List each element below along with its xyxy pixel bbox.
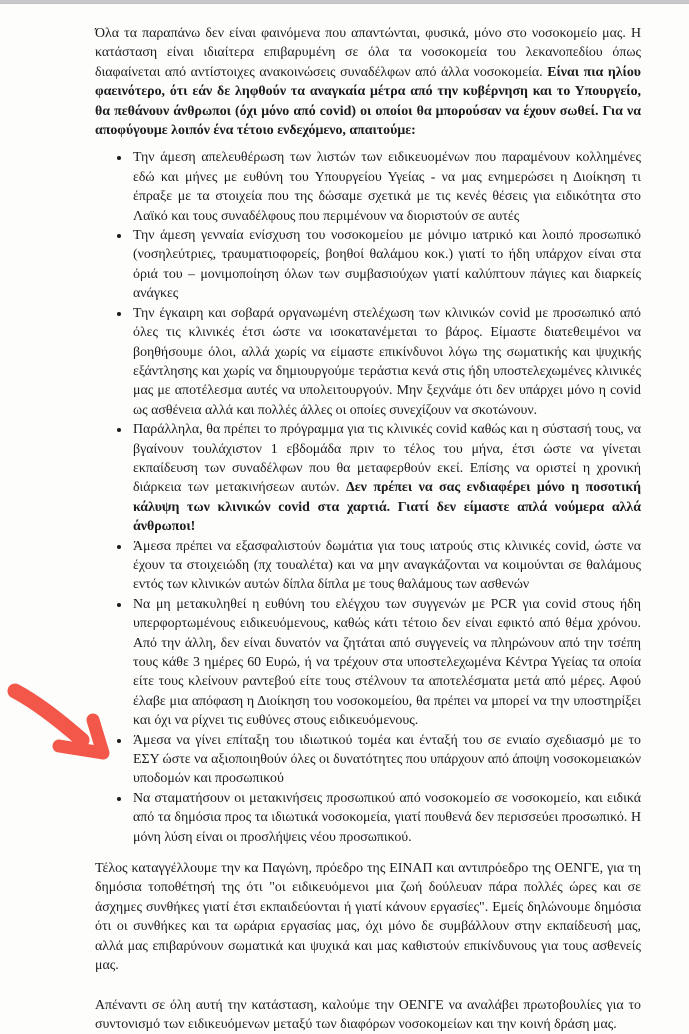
text-run: Παράλληλα, θα πρέπει το πρόγραμμα για τις κλινικές covid καθώς και η σύστασή τους, να βγαίνουν τουλάχιστον 1 εβδομάδα πριν το τέλος του μήνα, έτσι ώστε να γίνεται εκπαίδευση των συναδέλφων που θα μεταφερθούν εκεί. Επίσης να οριστεί η χρονική διάρκεια των μετακινήσεων αυτών. <box>133 422 641 495</box>
text-run: Άμεσα πρέπει να εξασφαλιστούν δωμάτια για τους ιατρούς στις κλινικές covid, ώστε να έχουν τα στοιχειώδη (πχ τουαλέτα) και να μην αναγκάζονται να κοιμούνται σε θαλάμους εντός των κλινικών αυτών δίπλα δίπλα με τους θαλάμους των ασθενών <box>133 539 641 593</box>
demand-bullet-item <box>131 304 641 420</box>
text-run: Την άμεση απελευθέρωση των λιστών των ειδικευομένων που παραμένουν κολλημένες εδώ και μήνες με ευθύνη του Υπουργείου Υγείας - να μας ενημερώσει η Διοίκηση τι έπραξε με τα στοιχεία που της δώσαμε σχετικά με τις κενές θέσεις για ειδικότητα στο Λαϊκό και τους συναδέλφους που περιμένουν να διοριστούν σε αυτές <box>133 150 641 223</box>
demand-bullet-item <box>131 148 641 226</box>
demand-bullet-item <box>131 226 641 304</box>
bold-text-run: Είναι πια ηλίου φαεινότερο, ότι εάν δε ληφθούν τα αναγκαία μέτρα από την κυβέρνηση και το Υπουργείο, θα πεθάνουν άνθρωποι (όχι μόνο από covid) οι οποίοι θα μπορούσαν να έχουν σωθεί. Για να αποφύγουμε λοιπόν ένα τέτοιο ενδεχόμενο, απαιτούμε: <box>95 65 641 138</box>
text-run: Όλα τα παραπάνω δεν είναι φαινόμενα που απαντώνται, φυσικά, μόνο στο νοσοκομείο μας. Η κατάσταση είναι ιδιαίτερα επιβαρυμένη σε όλα τα νοσοκομεία του λεκανοπεδίου όπως διαφαίνεται από αντίστοιχες ανακοινώσεις συναδέλφων από άλλα νοσοκομεία. <box>95 26 641 80</box>
bold-text-run: Δεν πρέπει να σας ενδιαφέρει μόνο η ποσοτική κάλυψη των κλινικών covid στα χαρτιά. Γιατί δεν είμαστε απλά νούμερα αλλά άνθρωποι! <box>133 480 641 534</box>
demand-bullet-item <box>131 731 641 789</box>
demand-bullet-item <box>131 595 641 731</box>
closing-paragraph-denouncement <box>95 859 641 975</box>
text-run: Τέλος καταγγέλλουμε την κα Παγώνη, πρόεδρο της ΕΙΝΑΠ και αντιπρόεδρο της ΟΕΝΓΕ, για τη δημόσια τοποθέτησή της ότι "οι ειδικευόμενοι μια ζωή δούλευαν πάρα πολλές ώρες και σε άσχημες συνθήκες γιατί έτσι εκπαιδεύονται ή γιατί κάνουν εργασίες". Εμείς δηλώνουμε δημόσια ότι οι συνθήκες και τα ωράρια εργασίας μας, όχι μόνο δε συμβάλλουν στην εκπαίδευσή μας, αλλά μας επιβαρύνουν σωματικά και ψυχικά και μας καθιστούν επικίνδυνους για τους ασθενείς μας. <box>95 861 641 973</box>
demand-bullet-item <box>131 420 641 536</box>
text-run: Άμεσα να γίνει επίταξη του ιδιωτικού τομέα και ένταξή του σε ενιαίο σχεδιασμό με το ΕΣΥ ώστε να αξιοποιηθούν όλες οι δυνατότητες που υπάρχουν από άποψη νοσοκομειακών υποδομών και προσωπικού <box>133 733 641 787</box>
demand-bullet-item <box>131 789 641 847</box>
closing-paragraph-call-to-action <box>95 996 641 1034</box>
document-body <box>0 4 689 1034</box>
text-run: Την έγκαιρη και σοβαρά οργανωμένη στελέχωση των κλινικών covid με προσωπικό από όλες τις κλινικές έτσι ώστε να ισοκατανέμεται το βάρος. Είμαστε διατεθειμένοι να βοηθήσουμε όλοι, αλλά χωρίς να είμαστε επικίνδυνοι λόγω της σωματικής και ψυχικής εξάντλησης και χωρίς να δημιουργούμε τεράστια κενά στις ήδη υποστελεχωμένες κλινικές μας με αποτέλεσμα αυτές να υπολειτουργούν. Μην ξεχνάμε ότι δεν υπάρχει μόνο η covid ως ασθένεια αλλά και πολλές άλλες οι οποίες συνεχίζουν να σκοτώνουν. <box>133 306 641 418</box>
text-run: Να μη μετακυληθεί η ευθύνη του ελέγχου των συγγενών με PCR για covid στους ήδη υπερφορτωμένους ειδικευόμενους, καθώς κάτι τέτοιο δεν είναι εφικτό από θέμα χρόνου. Από την άλλη, δεν είναι δυνατόν να ζητάται από συγγενείς να πληρώνουν από την τσέπη τους κάθε 3 ημέρες 60 Ευρώ, ή να τρέχουν στα υποστελεχωμένα Κέντρα Υγείας τα οποία είτε τους κλείνουν ραντεβού είτε τους στέλνουν τα αποτελέσματα μετά από μέρες. Αφού έλαβε μια απόφαση η Διοίκηση του νοσοκομείου, θα πρέπει να μπορεί να την υποστηρίξει και όχι να ρίχνει τις ευθύνες στους ειδικευόμενους. <box>133 597 641 728</box>
text-run: Την άμεση γενναία ενίσχυση του νοσοκομείου με μόνιμο ιατρικό και λοιπό προσωπικό (νοσηλεύτριες, τραυματιοφορείς, βοηθοί θαλάμου κοκ.) γιατί το ήδη υπάρχον είναι στα όριά του – μονιμοποίηση όλων των συμβασιούχων γιατί καλύπτουν πάγιες και διαρκείς ανάγκες <box>133 228 641 301</box>
text-run: Να σταματήσουν οι μετακινήσεις προσωπικού από νοσοκομείο σε νοσοκομείο, και ειδικά από τα δημόσια προς τα ιδιωτικά νοσοκομεία, γιατί πουθενά δεν περισσεύει προσωπικό. Η μόνη λύση είναι οι προσλήψεις νέου προσωπικού. <box>133 791 641 845</box>
demands-list <box>95 148 641 847</box>
demand-bullet-item <box>131 537 641 595</box>
text-run: Απέναντι σε όλη αυτή την κατάσταση, καλούμε την ΟΕΝΓΕ να αναλάβει πρωτοβουλίες για το συντονισμό των ειδικευόμενων μεταξύ των διαφόρων νοσοκομείων και την κοινή δράση μας. <box>95 998 641 1032</box>
intro-paragraph <box>95 24 641 140</box>
